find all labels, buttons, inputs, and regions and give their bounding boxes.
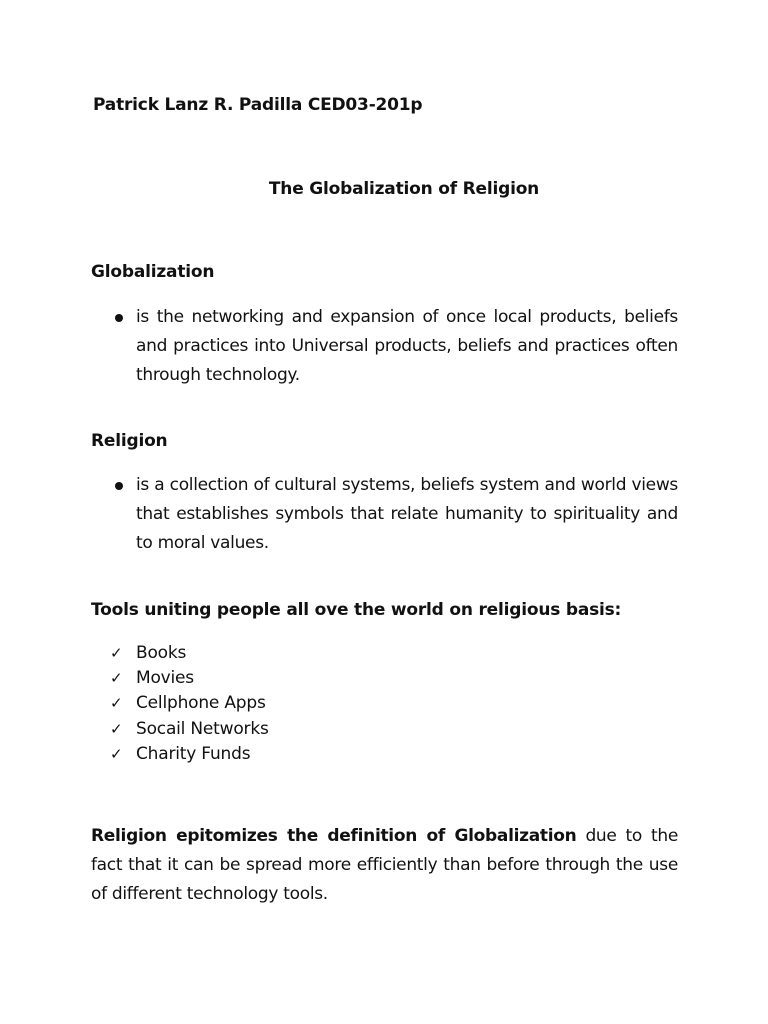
section-heading-religion: Religion [91,431,168,451]
conclusion-text: due to the fact that it can be spread more efficiently than before through the use of different technology tools. [91,826,678,904]
check-icon: ✓ [110,744,123,763]
tool-label: Books [136,643,187,663]
author-line: Patrick Lanz R. Padilla CED03-201p [93,95,423,115]
tool-label: Charity Funds [136,743,251,764]
check-icon: ✓ [110,719,123,738]
check-icon: ✓ [110,694,123,713]
conclusion-bold-phrase: Religion epitomizes the definition of Globalization [91,826,577,846]
tools-heading: Tools uniting people all ove the world on religious basis: [91,600,622,620]
section-heading-globalization: Globalization [91,262,215,282]
check-icon: ✓ [110,644,123,662]
bullet-icon [115,314,123,322]
definition-globalization: is the networking and expansion of once local products, beliefs and practices into Universal products, beliefs and practices often through technology. [136,307,678,385]
tool-label: Movies [136,668,194,689]
tool-label: Cellphone Apps [136,693,266,714]
list-item [110,717,269,742]
list-item [110,666,269,691]
tools-list [110,641,269,767]
list-item [110,742,269,767]
bullet-icon [115,482,123,490]
list-item [110,641,269,666]
definition-religion: is a collection of cultural systems, beliefs system and world views that establishes symbols that relate humanity to spirituality and to moral values. [136,475,678,553]
list-item [110,691,269,716]
document-title: The Globalization of Religion [268,179,540,199]
check-icon: ✓ [110,669,123,688]
conclusion-paragraph [91,822,678,909]
tool-label: Socail Networks [136,718,269,739]
